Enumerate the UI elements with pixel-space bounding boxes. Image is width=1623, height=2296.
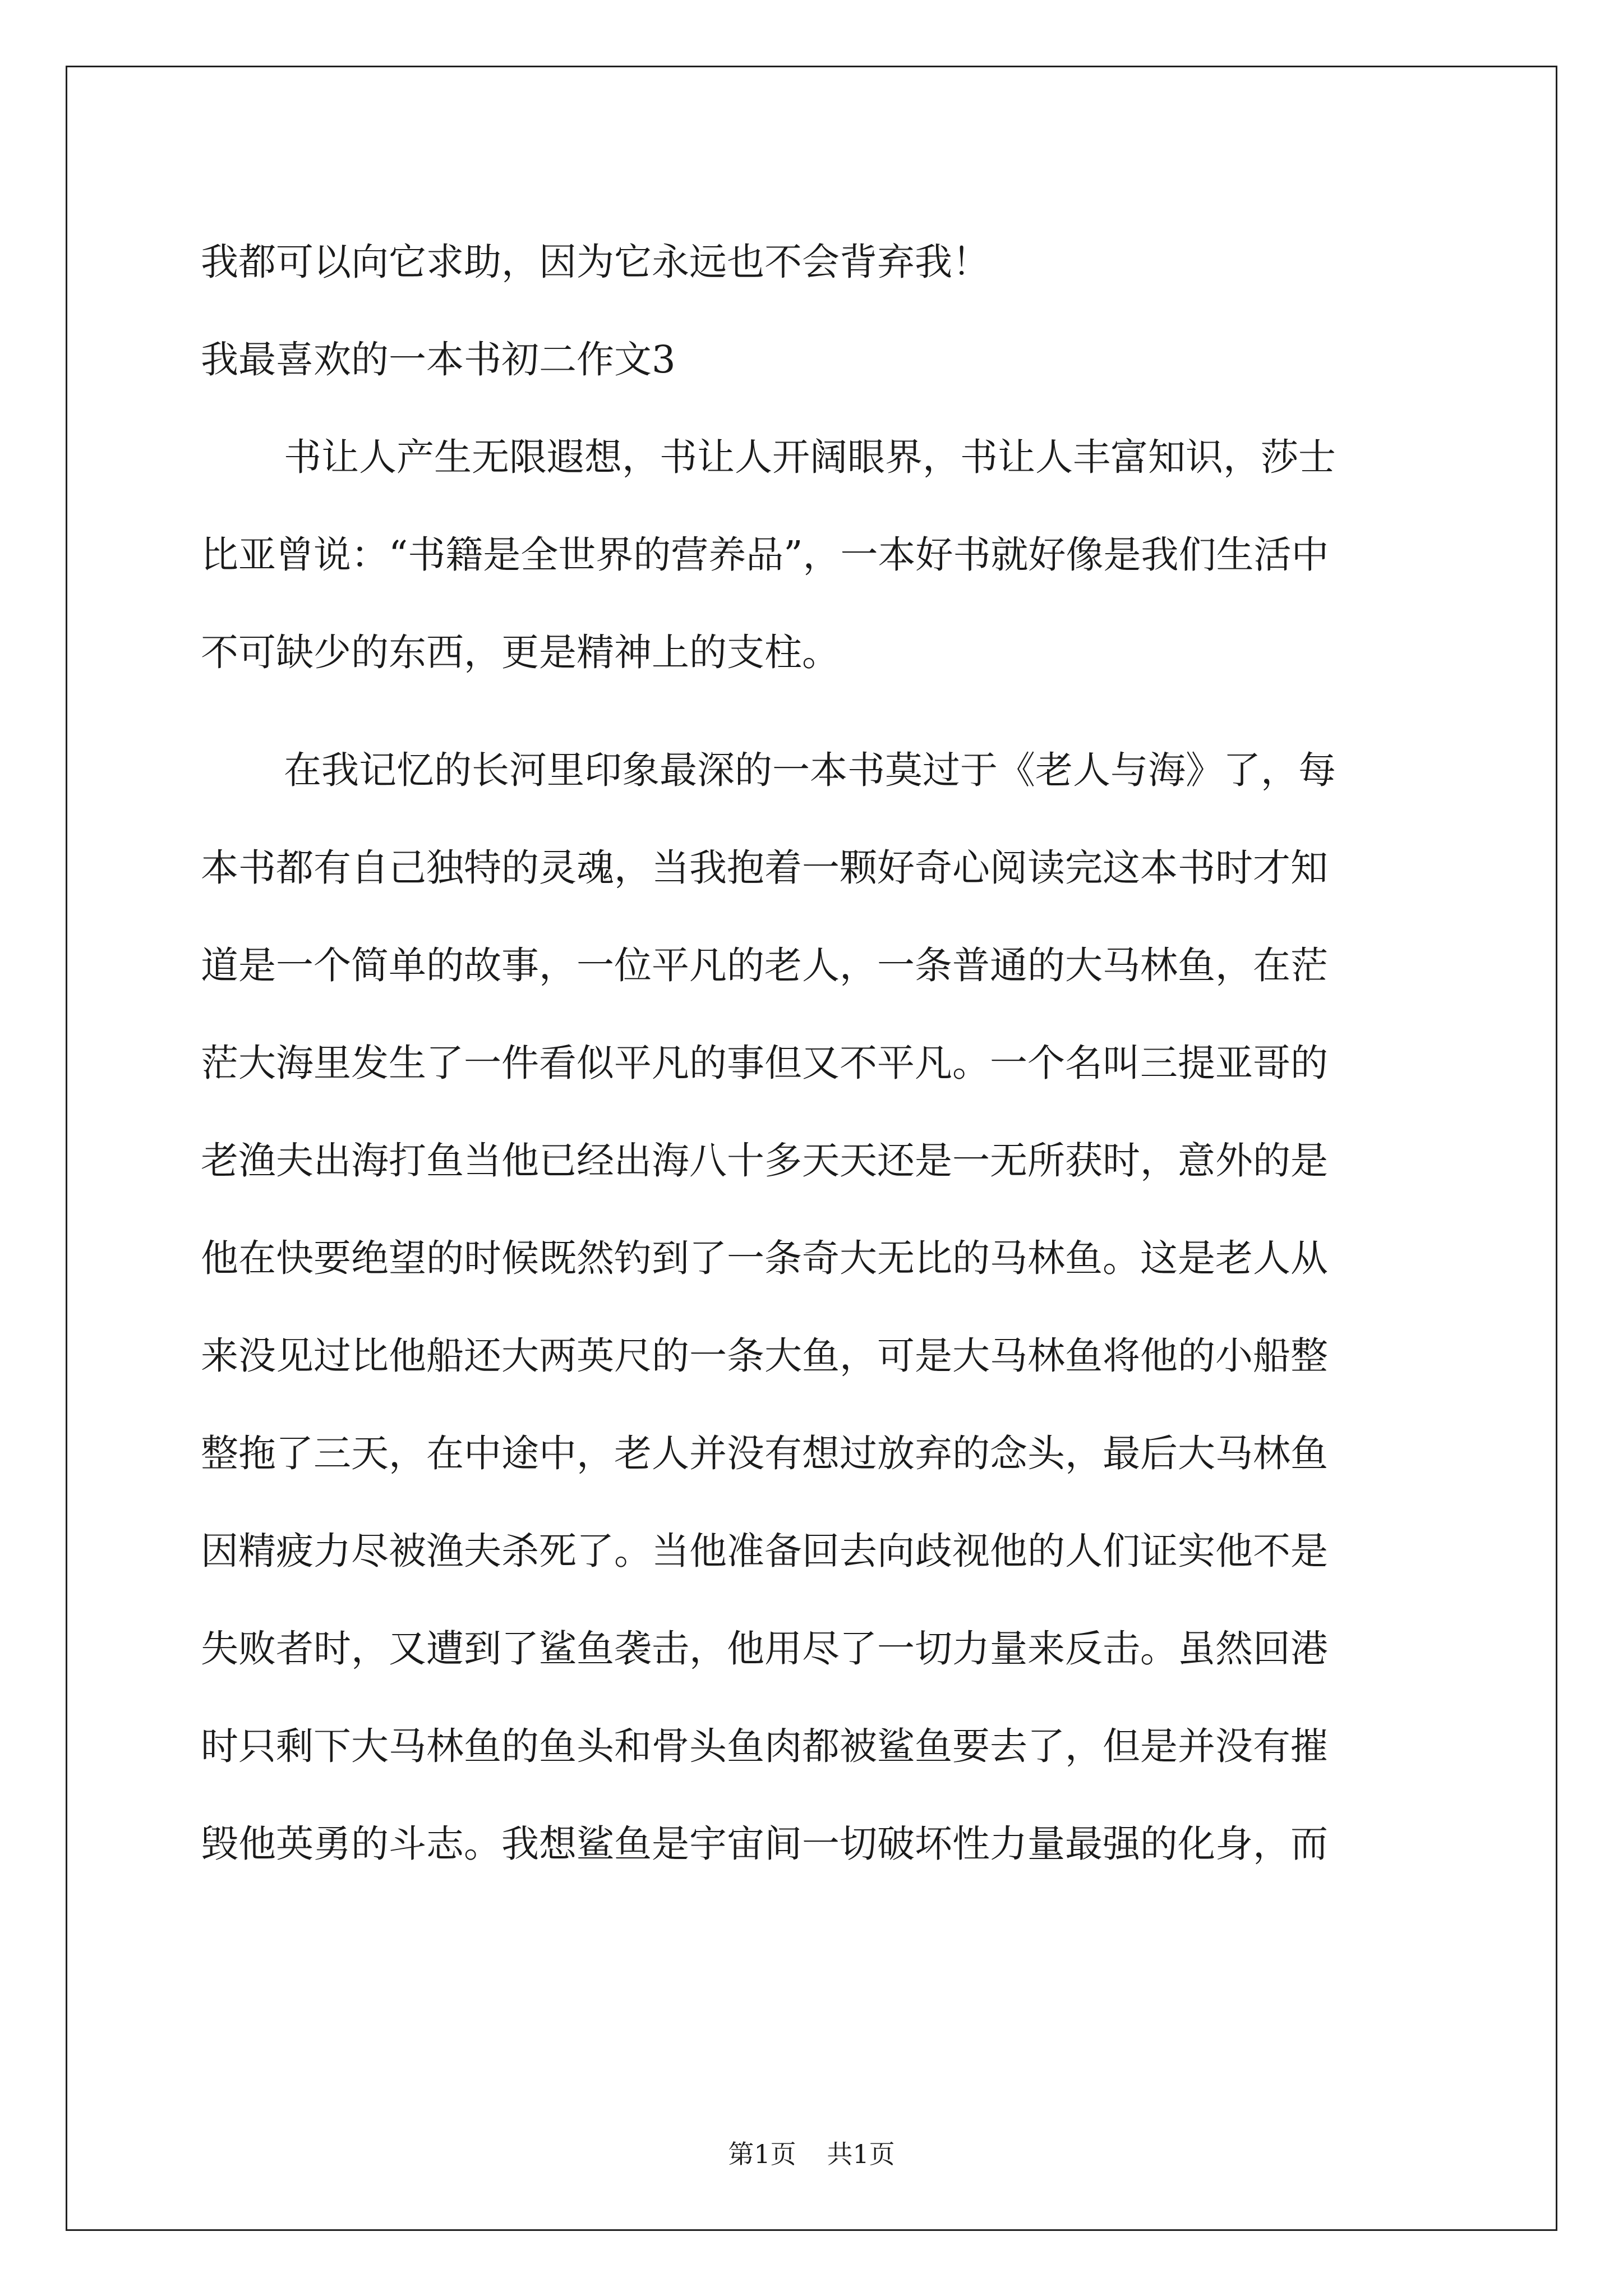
page-number: 第1页 <box>728 2139 796 2169</box>
essay-title: 我最喜欢的一本书初二作文3 <box>201 338 676 381</box>
paragraph-2-line: 时只剩下大马林鱼的鱼头和骨头鱼肉都被鲨鱼要去了，但是并没有摧 <box>201 1724 1328 1768</box>
paragraph-2-line: 他在快要绝望的时候既然钓到了一条奇大无比的马林鱼。这是老人从 <box>201 1236 1328 1280</box>
page-footer <box>0 2137 1623 2171</box>
paragraph-2-line: 本书都有自己独特的灵魂，当我抱着一颗好奇心阅读完这本书时才知 <box>201 846 1328 890</box>
paragraph-2-line: 因精疲力尽被渔夫杀死了。当他准备回去向歧视他的人们证实他不是 <box>201 1529 1328 1573</box>
paragraph-2-line: 整拖了三天，在中途中，老人并没有想过放弃的念头，最后大马林鱼 <box>201 1432 1328 1475</box>
paragraph-2-line: 来没见过比他船还大两英尺的一条大鱼，可是大马林鱼将他的小船整 <box>201 1334 1328 1378</box>
paragraph-2-line: 在我记忆的长河里印象最深的一本书莫过于《老人与海》了，每 <box>284 748 1336 792</box>
paragraph-1-line: 比亚曾说：“书籍是全世界的营养品”，一本好书就好像是我们生活中 <box>201 533 1329 577</box>
paragraph-2-line: 毁他英勇的斗志。我想鲨鱼是宇宙间一切破坏性力量最强的化身，而 <box>201 1822 1328 1866</box>
paragraph-2-line: 茫大海里发生了一件看似平凡的事但又不平凡。一个名叫三提亚哥的 <box>201 1041 1328 1085</box>
paragraph-1-line: 不可缺少的东西，更是精神上的支柱。 <box>201 631 840 674</box>
page-total: 共1页 <box>827 2139 895 2169</box>
body-line: 我都可以向它求助，因为它永远也不会背弃我！ <box>201 240 990 284</box>
paragraph-2-line: 失败者时，又遭到了鲨鱼袭击，他用尽了一切力量来反击。虽然回港 <box>201 1627 1328 1671</box>
paragraph-1-line: 书让人产生无限遐想，书让人开阔眼界，书让人丰富知识，莎士 <box>284 435 1336 479</box>
paragraph-2-line: 道是一个简单的故事，一位平凡的老人，一条普通的大马林鱼，在茫 <box>201 944 1328 987</box>
paragraph-2-line: 老渔夫出海打鱼当他已经出海八十多天天还是一无所获时，意外的是 <box>201 1139 1328 1182</box>
document-body <box>201 213 1432 1893</box>
